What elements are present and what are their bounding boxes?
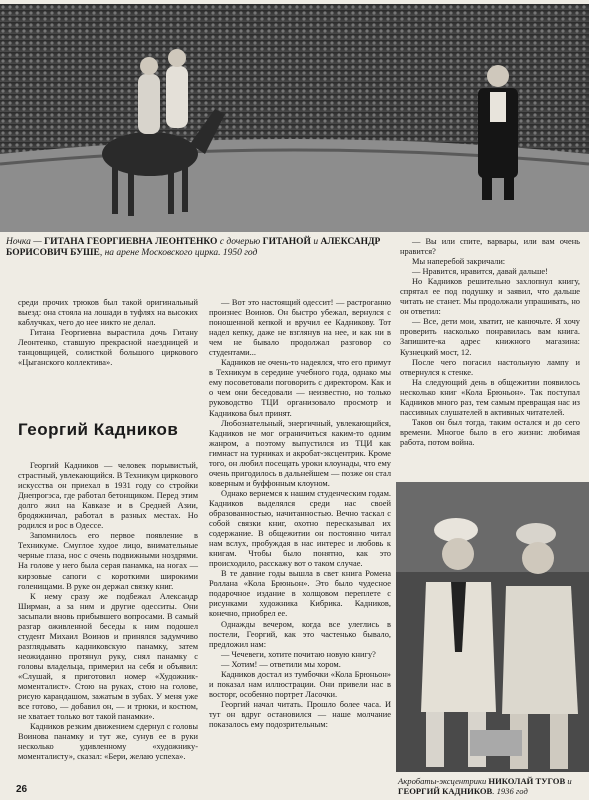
caption-text: с дочерью	[217, 237, 263, 247]
caption-name: АЛЕКСАНДР БОРИСОВИЧ БУШЕ	[6, 237, 381, 258]
acrobats-photo	[396, 482, 589, 772]
paragraph: Однажды вечером, когда все улеглись в постели, Георгий, как это частенько бывало, предложил нам:	[209, 619, 391, 649]
caption-name: НИКОЛАЙ ТУГОВ	[488, 776, 566, 786]
paragraph: Кадников не очень-то надеялся, что его примут в Техникум в середине учебного года, однако мы ему посоветовали поговорить с директором. Как и о чем они беседовали — неизвестно, но только руководство ТЦИ организовало просмотр и Кадникова был принят.	[209, 358, 391, 418]
column-2	[209, 298, 391, 730]
caption-name: ГИТАНОЙ	[262, 237, 311, 247]
paragraph: После чего погасил настольную лампу и отвернулся к стенке.	[400, 357, 580, 377]
paragraph: В те давние годы вышла в свет книга Ромена Роллана «Кола Брюньон». Это было чудесное подарочное издание в холщовом переплете с рисунками художника Кибрика. Кадников, конечно, приобрел ее.	[209, 569, 391, 619]
paragraph: среди прочих трюков был такой оригинальный выезд: она стояла на лошади в туфлях на высоких каблучках, чего до нее никто не делал.	[18, 298, 198, 328]
top-photo-circus-arena	[0, 4, 589, 232]
paragraph: Любознательный, энергичный, увлекающийся, Кадников не мог ограничиться каким-то одним жанром, а поэтому выпустился из ТЦИ как гимнаст на турниках и акробат-эксцентрик. Кроме того, он любил посещать уроки клоунады, что ему очень пригодилось в дальнейшем — позже он стал коверным и буффонным клоуном.	[209, 418, 391, 488]
paragraph: — Нравится, нравится, давай дальше!	[412, 267, 548, 277]
caption-text: и	[310, 237, 321, 247]
caption-text: Акробаты-эксцентрики	[398, 776, 489, 786]
paragraph: — Вы или спите, варвары, или вам очень нравится?	[400, 237, 580, 257]
paragraph: Запомнилось его первое появление в Техникуме. Смуглое худое лицо, внимательные черные глаза, нос с очень подвижными ноздрями. На голове у него была серая панамка, на ногах — кирзовые сапоги с короткими широкими голенищами. В руке он держал связку книг.	[18, 531, 198, 591]
paragraph: Но Кадников решительно захлопнул книгу, спрятал ее под подушку и заявил, что дальше читать не станет. Мы продолжали упрашивать, но он ответил:	[400, 277, 580, 317]
paragraph: Георгий начал читать. Прошло более часа. И тут он вдруг остановился — наше молчание показалось ему подозрительным:	[209, 699, 391, 729]
paragraph: Гитана Георгиевна вырастила дочь Гитану Леонтенко, ставшую прекрасной наездницей и танцовщицей, солисткой большого циркового «Цыганского коллектива».	[18, 328, 198, 368]
paragraph: Георгий Кадников — человек порывистый, страстный, увлекающийся. В Техникум циркового искусства он приехал в 1931 году со стройки Днепрогэса, где работал бетонщиком. Перед этим долго жил на Кавказе и в Средней Азии, бродяжничал, работал в разных местах. Но родился и рос в Одессе.	[18, 461, 198, 531]
caption-text: , на арене Московского цирка. 1950 год	[99, 248, 258, 258]
caption-name: ГЕОРГИЙ КАДНИКОВ	[398, 786, 493, 796]
paragraph: Мы наперебой закричали:	[412, 257, 506, 267]
circus-arena-illustration	[0, 4, 589, 232]
paragraph: На следующий день в общежитии появилось несколько книг «Кола Брюньон». Так поступал Кадников много раз, тем самым превращая нас из пассивных слушателей в активных читателей.	[400, 377, 580, 417]
caption-text: и	[565, 776, 572, 786]
column-3	[400, 237, 580, 448]
caption-name: ГИТАНА ГЕОРГИЕВНА ЛЕОНТЕНКО	[44, 237, 218, 247]
paragraph: К нему сразу же подбежал Александр Ширман, а за ним и другие одесситы. Они засыпали вновь прибывшего вопросами. В самый разгар оживленной беседы к ним подошел студент Михаил Воинов и принялся задумчиво разглядывать кадниковскую панамку, затем неожиданно протянул руку, снял панамку с головы владельца, примерил на себя и объявил: «Слушай, я приготовил номер «Художник-моменталист». Стою на руках, стою на голове, рисую карандашом, зажатым в зубах. У меня уже все готово, — добавил он, — и трюки, и костюм, не хватает только вот такой панамки».	[18, 591, 198, 722]
paragraph: — Хотим! — ответили мы хором.	[221, 659, 341, 669]
paragraph: — Все, дети мои, хватит, не канючьте. Я хочу проверить насколько понравилась вам книга. Запишите-ка адрес книжного магазина: Кузнецкий мост, 12.	[400, 317, 580, 357]
column-1-top	[18, 298, 198, 368]
caption-text: . 1936 год	[492, 786, 528, 796]
paragraph: — Вот это настоящий одессит! — растроганно произнес Воинов. Он быстро убежал, вернулся с поношенной кепкой и вручил ее Кадникову. Тот надел кепку, даже не взглянув на нее, и как ни в чем не бывало продолжал разговор со студентами...	[209, 298, 391, 358]
paragraph: — Чечевеги, хотите почитаю новую книгу?	[221, 649, 376, 659]
caption-text: Ночка —	[6, 237, 45, 247]
paragraph: Кадников резким движением сдернул с головы Воинова панамку и тут же, сунув ее в руки несколько удивленному «художнику-моменталисту», сказал: «Бери, желаю успеха».	[18, 722, 198, 762]
paragraph: Кадников достал из тумбочки «Кола Брюньон» и показал нам иллюстрации. Они привели нас в восторг, особенно портрет Ласочки.	[209, 669, 391, 699]
paragraph: Таков он был тогда, таким остался и до сего времени. Многое было в его жизни: любимая работа, потом война.	[400, 417, 580, 447]
acrobats-photo-caption	[398, 776, 588, 796]
article-heading: Георгий Кадников	[18, 420, 179, 439]
paragraph: Однако вернемся к нашим студенческим годам. Кадников выделялся среди нас своей образованностью, начитанностью. Вечно таскал с собой связки книг, охотно пересказывал их содержание. В общежитии он постоянно читал нам вслух, пробуждая в нас интерес и любовь к книгам. Чтобы было понятно, как это происходило, расскажу вот о таком случае.	[209, 488, 391, 569]
column-1-bottom	[18, 461, 198, 762]
top-photo-caption	[6, 237, 386, 259]
acrobats-illustration	[396, 482, 589, 772]
page-number: 26	[16, 784, 28, 795]
